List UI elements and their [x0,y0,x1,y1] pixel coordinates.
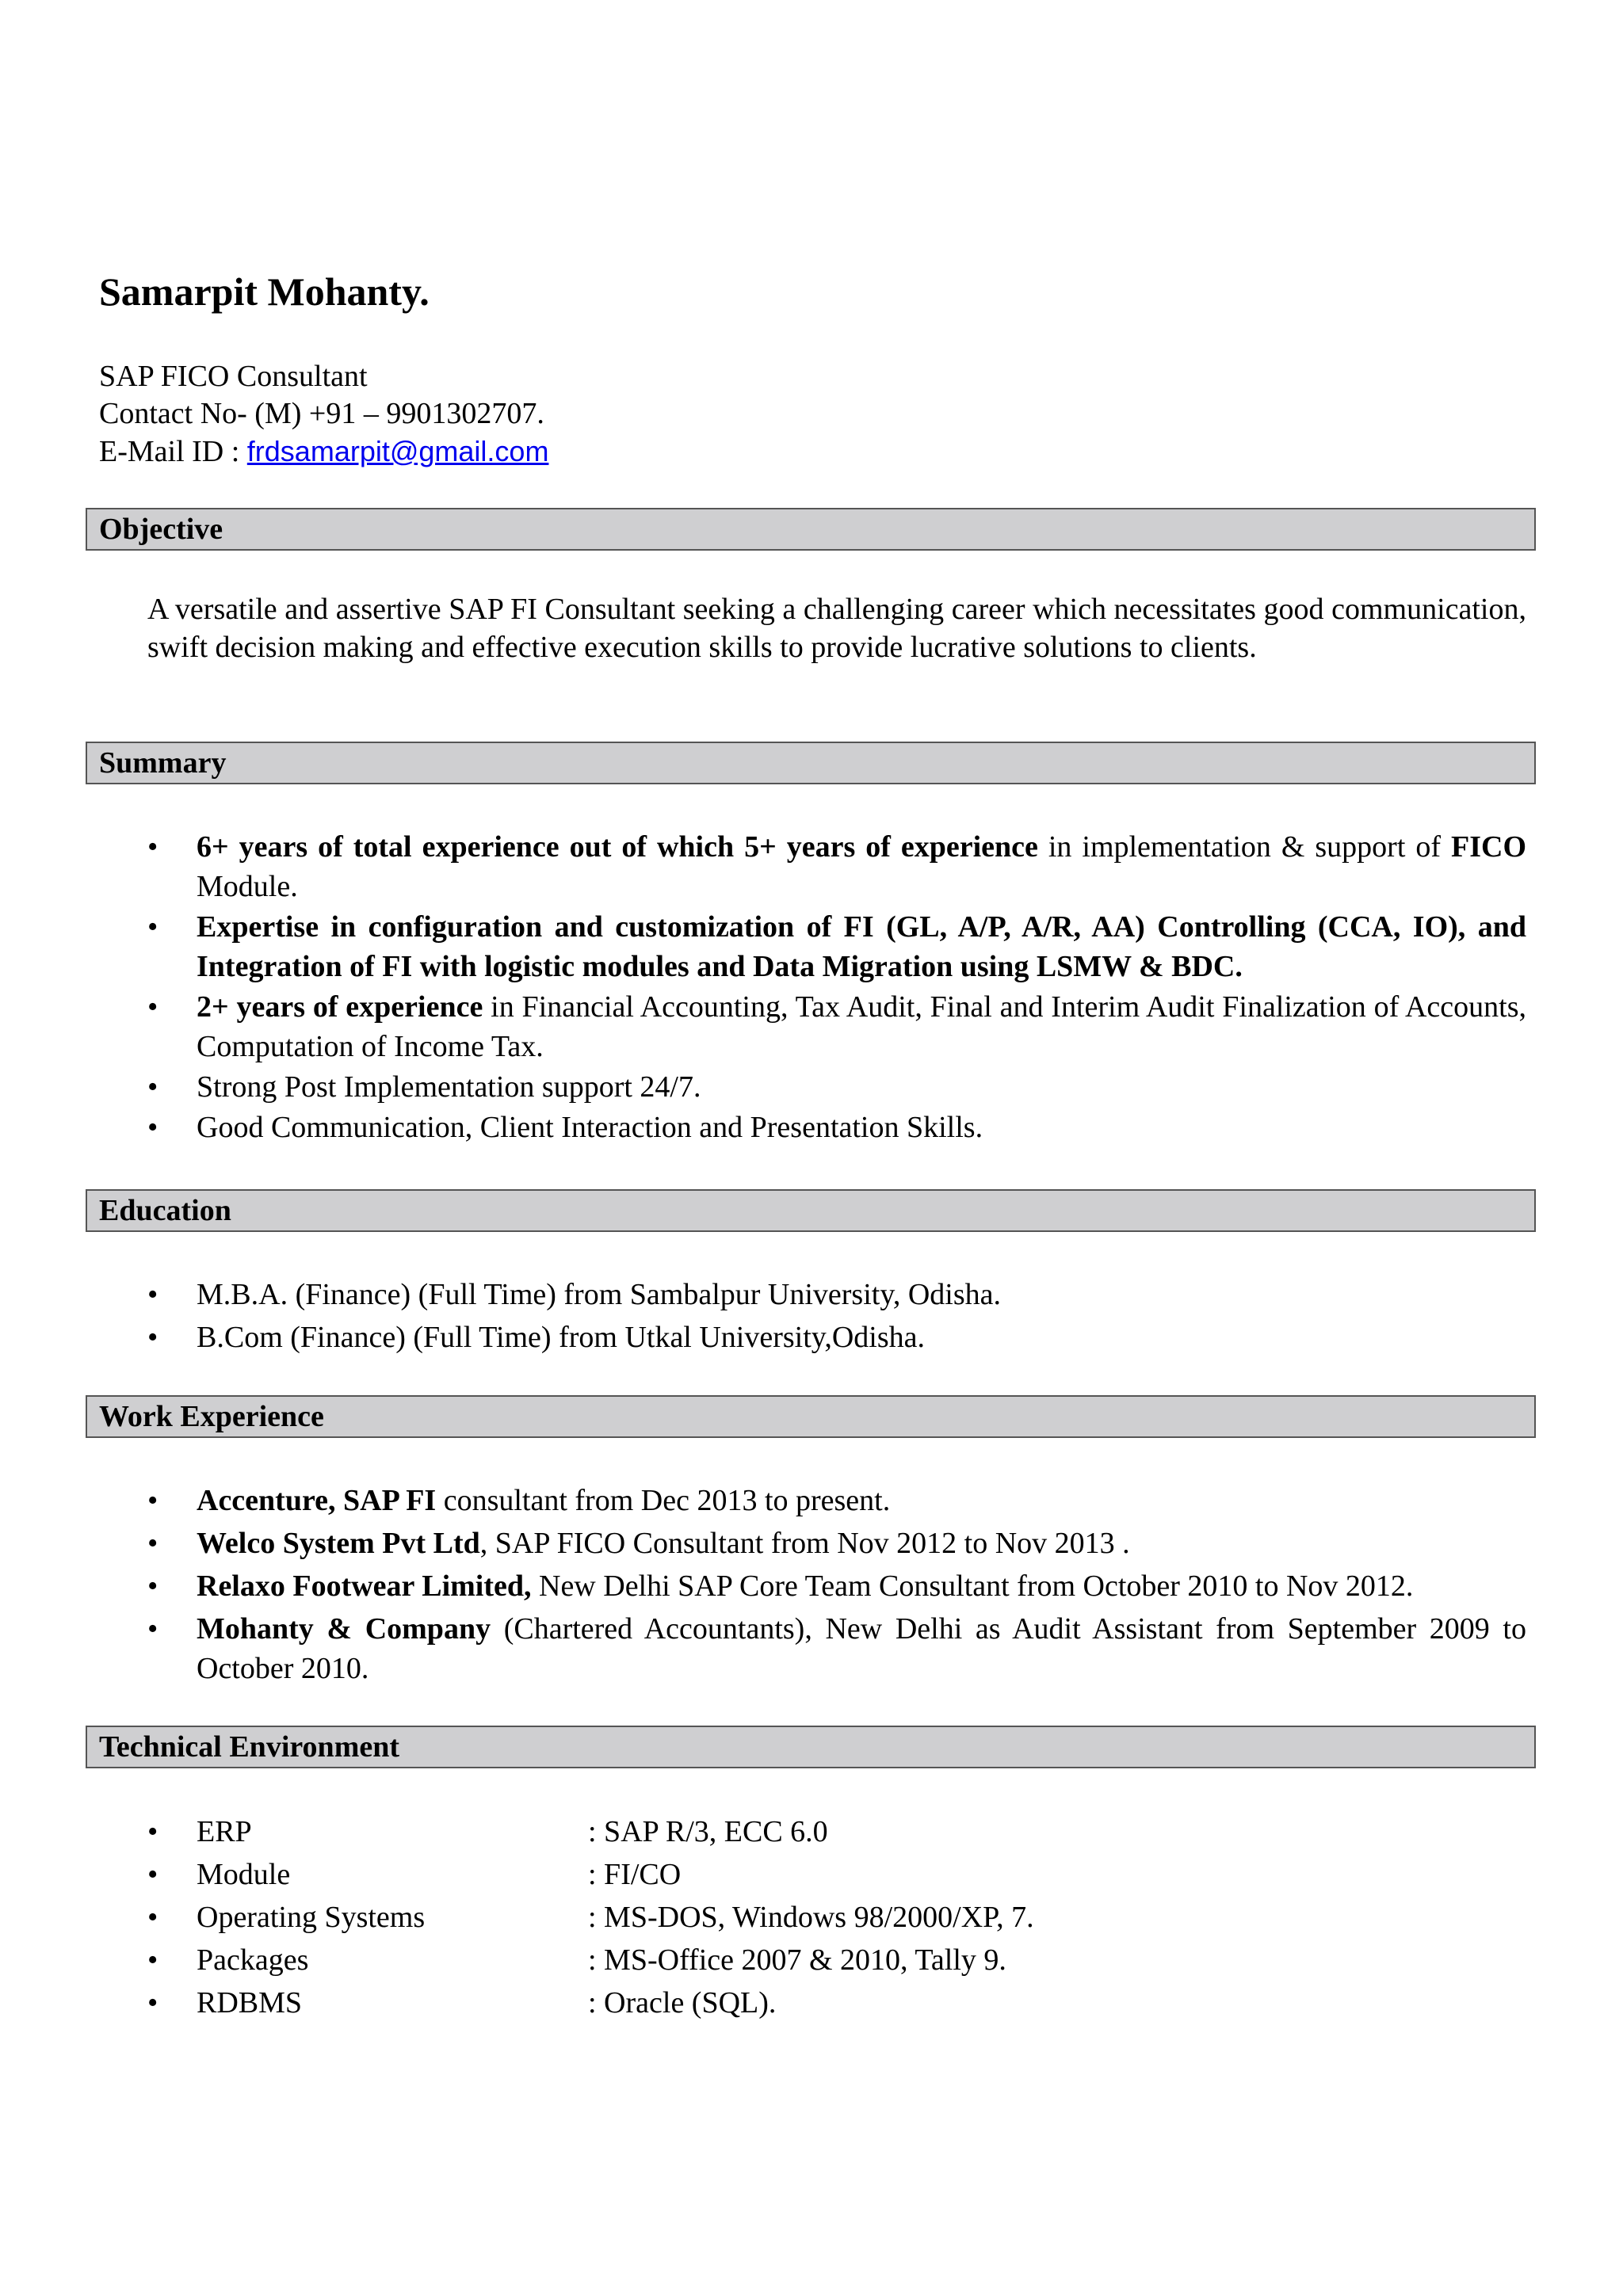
work-list [147,1481,1526,1691]
list-item-text: consultant from Dec 2013 to present. [436,1484,891,1517]
list-item [147,827,1526,906]
tech-value: : Oracle (SQL). [588,1986,777,2019]
section-header-summary: Summary [86,742,1536,784]
section-header-education: Education [86,1189,1536,1232]
tech-label: RDBMS [197,1986,303,2019]
objective-text: A versatile and assertive SAP FI Consultant seeking a challenging career which necessitates good communication, swift decision making and effective execution skills to provide lucrative solutions to clients. [147,593,1526,664]
section-header-technical-environment: Technical Environment [86,1726,1536,1768]
list-item-text: (Chartered Accountants), New Delhi as Audit Assistant from September 2009 to October 2010. [197,1612,1526,1685]
list-item-text: Strong Post Implementation support 24/7. [197,1070,701,1104]
list-item [147,1609,1526,1688]
list-item-text: New Delhi SAP Core Team Consultant from October 2010 to Nov 2012. [531,1569,1414,1603]
company-name: Welco System Pvt Ltd [197,1527,480,1560]
tech-label: ERP [197,1815,252,1848]
summary-list [147,827,1526,1148]
company-name: Mohanty & Company [197,1612,491,1646]
list-item [147,1981,1034,2024]
list-item-text: in Financial Accounting, Tax Audit, Final and Interim Audit Finalization of Accounts, Computation of Income Tax. [197,990,1527,1063]
tech-list [147,1810,1034,2024]
education-list [147,1273,1526,1359]
contact-block [99,358,548,471]
email-line [99,433,548,471]
email-link[interactable]: frdsamarpit@gmail.com [246,435,549,467]
tech-value: : SAP R/3, ECC 6.0 [588,1815,828,1848]
tech-value: : MS-Office 2007 & 2010, Tally 9. [588,1943,1006,1977]
list-item [147,1896,1034,1939]
list-item-text: , SAP FICO Consultant from Nov 2012 to Nov 2013 . [479,1527,1130,1560]
list-item [147,1108,1526,1147]
list-item-bold: Expertise in configuration and customization of FI (GL, A/P, A/R, AA) Controlling (CCA, IO), and Integration of FI with logistic modules and Data Migration using LSMW & BDC. [197,910,1526,983]
tech-value: : FI/CO [588,1858,682,1891]
list-item-bold: FICO [1451,830,1526,864]
list-item: • M.B.A. (Finance) (Full Time) from Sambalpur University, Odisha. [147,1273,1526,1316]
list-item [147,1067,1526,1107]
list-item-text: Module. [197,870,298,903]
company-name: Accenture, SAP FI [197,1484,437,1517]
list-item [147,1810,1034,1853]
list-item [147,1524,1526,1563]
tech-label: Module [197,1858,291,1891]
job-title: SAP FICO Consultant [99,360,368,393]
tech-value: : MS-DOS, Windows 98/2000/XP, 7. [588,1901,1034,1934]
list-item-text: in implementation & support of [1037,830,1451,864]
tech-label: Packages [197,1943,309,1977]
list-item [147,987,1526,1066]
section-header-work-experience: Work Experience [86,1395,1536,1438]
list-item [147,1939,1034,1981]
list-item [147,1853,1034,1896]
section-header-objective: Objective [86,508,1536,551]
company-name: Relaxo Footwear Limited, [197,1569,532,1603]
list-item-text: Good Communication, Client Interaction and Presentation Skills. [197,1111,983,1144]
candidate-name: Samarpit Mohanty. [99,269,430,314]
list-item [147,1566,1526,1606]
tech-label: Operating Systems [197,1901,426,1934]
contact-number: Contact No- (M) +91 – 9901302707. [99,397,544,430]
list-item-bold: 6+ years of total experience out of which 5+ years of experience [197,830,1038,864]
list-item-bold: 2+ years of experience [197,990,483,1024]
list-item [147,907,1526,986]
email-label: E-Mail ID : [99,435,247,468]
list-item [147,1481,1526,1520]
list-item: • B.Com (Finance) (Full Time) from Utkal University,Odisha. [147,1316,1526,1359]
